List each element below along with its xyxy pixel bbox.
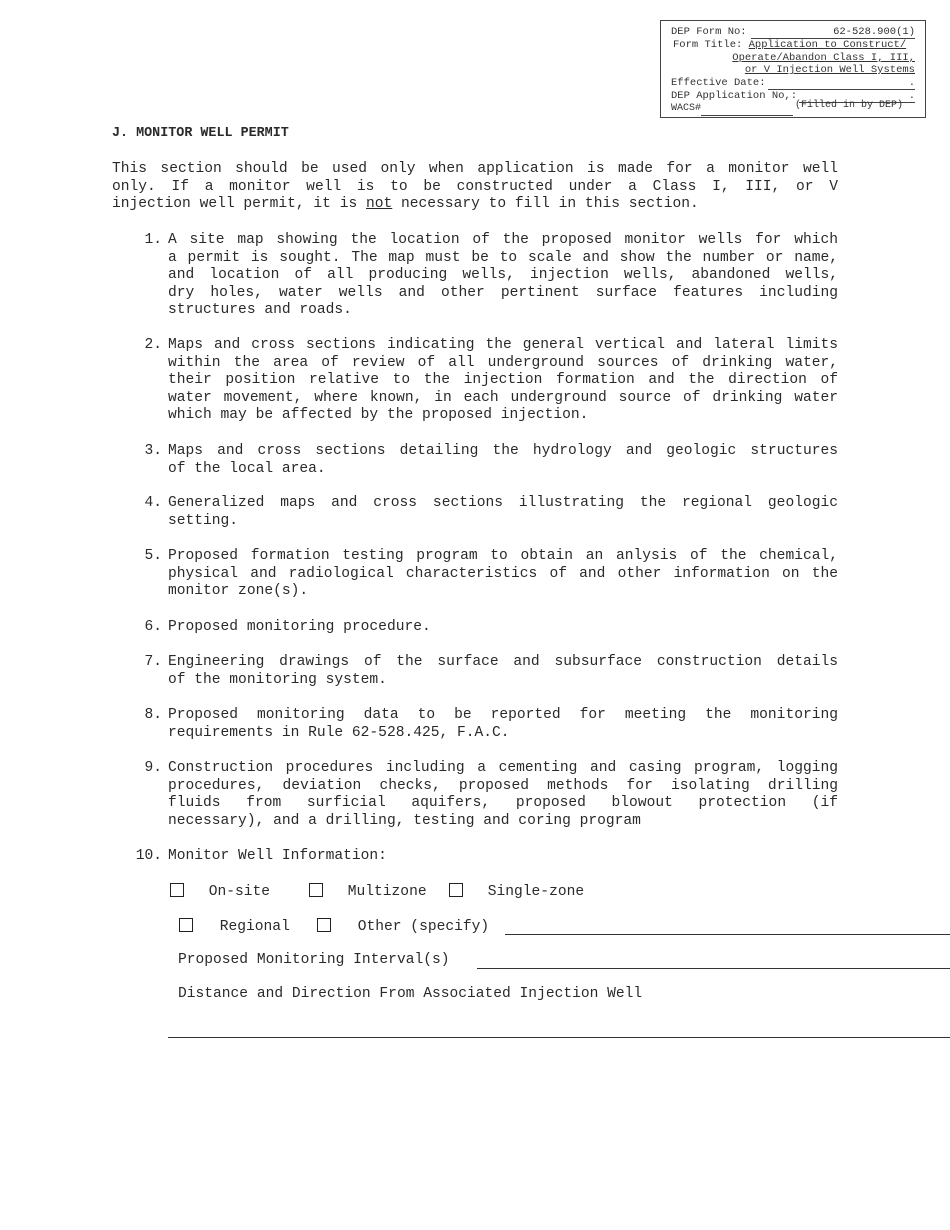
interval-label: Proposed Monitoring Interval(s) [178, 952, 450, 968]
item-line: Monitor Well Information: [168, 848, 387, 864]
intro-line-tail: necessary to fill in this section. [392, 196, 699, 213]
item-line: requirements in Rule 62-528.425, F.A.C. [168, 724, 510, 741]
section-title: J. MONITOR WELL PERMIT [112, 126, 289, 141]
item-line: their position relative to the injection formation and the direction of [168, 372, 838, 389]
wacs-row [671, 100, 915, 115]
effective-date-label: Effective Date: [671, 76, 766, 89]
other-checkbox[interactable] [317, 918, 331, 932]
intro-line: This section should be used only when application is made for a monitor well [112, 161, 838, 177]
item-number: 3. [144, 443, 162, 459]
intro-line [112, 196, 838, 214]
multizone-checkbox[interactable] [309, 883, 323, 897]
item-line: of the local area. [168, 460, 326, 477]
form-header-box [660, 20, 926, 118]
item-line: Proposed monitoring procedure. [168, 619, 431, 635]
item-line: A site map showing the location of the proposed monitor wells for which [168, 232, 838, 248]
item-line: which may be affected by the proposed injection. [168, 407, 589, 424]
item-line: dry holes, water wells and other pertinent surface features including [168, 284, 838, 301]
single-zone-label: Single-zone [487, 884, 585, 900]
item-line: Maps and cross sections detailing the hydrology and geologic structures [168, 443, 838, 459]
item-number: 7. [144, 654, 162, 670]
item-line: water movement, where known, in each underground source of drinking water [168, 389, 838, 406]
item-number: 4. [144, 495, 162, 511]
form-no-row [671, 26, 915, 39]
item-number: 1. [144, 232, 162, 248]
intro-not-emphasis: not [365, 196, 393, 213]
item-line: Engineering drawings of the surface and subsurface construction details [168, 654, 838, 670]
item-number: 5. [144, 548, 162, 564]
multizone-label: Multizone [347, 884, 427, 900]
intro-line-text: injection well permit, it is [112, 196, 366, 213]
effective-date-value[interactable]: . [768, 77, 915, 90]
item-number: 9. [144, 760, 162, 776]
distance-line[interactable] [168, 1037, 950, 1038]
item-line: a permit is sought. The map must be to scale and show the number or name, [168, 249, 838, 266]
item-line: within the area of review of all underground sources of drinking water, [168, 354, 838, 371]
item-number: 10. [135, 848, 162, 864]
item-line: monitor zone(s). [168, 583, 309, 600]
checkbox-row-2 [179, 918, 290, 936]
item-line: procedures, deviation checks, proposed methods for isolating drilling [168, 777, 838, 794]
item-line: structures and roads. [168, 302, 352, 319]
item-number: 2. [144, 337, 162, 353]
item-line: Maps and cross sections indicating the general vertical and lateral limits [168, 337, 838, 353]
item-line: Proposed formation testing program to obtain an anlysis of the chemical, [168, 548, 838, 564]
distance-label: Distance and Direction From Associated Injection Well [178, 986, 643, 1002]
on-site-checkbox[interactable] [170, 883, 184, 897]
item-line: Construction procedures including a cementing and casing program, logging [168, 760, 838, 776]
item-line: physical and radiological characteristics of and other information on the [168, 565, 838, 582]
application-no-value[interactable]: . [799, 90, 915, 103]
on-site-label: On-site [208, 884, 271, 900]
form-no-label: DEP Form No: [671, 26, 747, 38]
form-title-line-1: Application to Construct/ [748, 39, 907, 52]
item-number: 8. [144, 707, 162, 723]
item-line: fluids from surficial aquifers, proposed blowout protection (if [168, 795, 838, 812]
regional-checkbox[interactable] [179, 918, 193, 932]
form-no-value: 62-528.900(1) [751, 26, 915, 39]
application-no-label: DEP Application No,: [671, 90, 798, 103]
item-number: 6. [144, 619, 162, 635]
item-line: setting. [168, 512, 239, 529]
form-title-row [671, 39, 915, 51]
wacs-field[interactable] [701, 105, 793, 116]
intro-line: only. If a monitor well is to be constructed under a Class I, III, or V [112, 178, 838, 195]
wacs-label: WACS# [671, 103, 702, 115]
intro-paragraph [112, 161, 838, 214]
interval-line[interactable] [477, 968, 950, 969]
form-title-label: Form Title: [673, 39, 743, 52]
effective-date-row [671, 77, 915, 90]
checkbox-row-1 [170, 883, 270, 901]
item-line: necessary), and a drilling, testing and coring program [168, 812, 641, 829]
item-line: and location of all producing wells, injection wells, abandoned wells, [168, 267, 838, 284]
item-line: Proposed monitoring data to be reported for meeting the monitoring [168, 707, 838, 723]
other-label: Other (specify) [357, 919, 490, 935]
item-line: Generalized maps and cross sections illustrating the regional geologic [168, 495, 838, 511]
other-specify-line[interactable] [505, 934, 950, 935]
wacs-note: (Filled in by DEP) [795, 100, 904, 112]
regional-label: Regional [219, 919, 290, 935]
item-line: of the monitoring system. [168, 671, 387, 688]
form-title-line-3: or V Injection Well Systems [744, 64, 915, 77]
single-zone-checkbox[interactable] [449, 883, 463, 897]
form-title-line-2: Operate/Abandon Class I, III, [732, 51, 915, 64]
